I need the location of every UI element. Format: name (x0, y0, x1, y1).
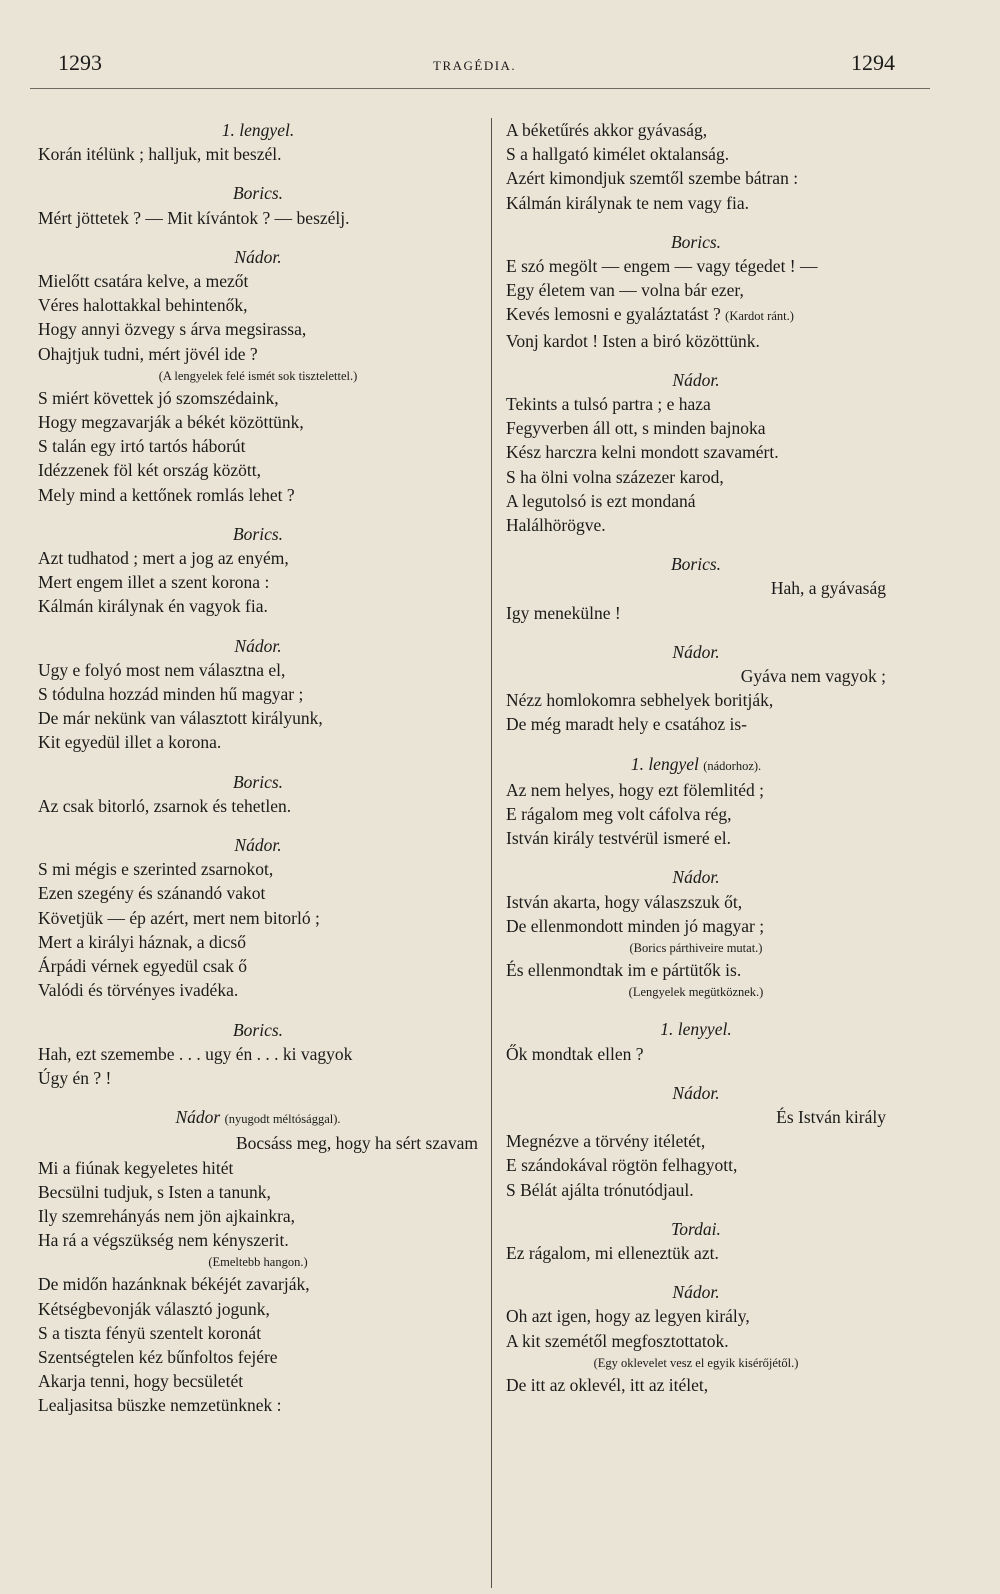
verse-text: Nézz homlokomra sebhelyek boritják, (506, 690, 774, 711)
verse-line (38, 682, 478, 706)
verse-line (506, 664, 886, 688)
verse-text: István király testvérül ismeré el. (506, 828, 731, 849)
verse-text: Hogy megzavarják a békét közöttünk, (38, 412, 304, 433)
speaker-label: Nádor. (672, 1082, 720, 1103)
verse-text: De ellenmondott minden jó magyar ; (506, 915, 765, 936)
verse-line (38, 1345, 478, 1369)
speaker-label: 1. lengyel (630, 753, 699, 774)
verse-text: Akarja tenni, hogy becsületét (38, 1371, 244, 1392)
verse-line (38, 794, 478, 818)
verse-line (506, 329, 886, 353)
verse-text: De midőn hazánknak békéjét zavarják, (38, 1274, 310, 1295)
speaker-name (38, 1018, 478, 1042)
speaker-name (506, 865, 886, 889)
verse-line (38, 1321, 478, 1345)
verse-line (506, 1329, 886, 1353)
verse-line (506, 278, 886, 302)
verse-text: És ellenmondtak im e pártütők is. (506, 960, 742, 981)
verse-line (38, 857, 478, 881)
verse-line (506, 1178, 886, 1202)
speaker-label: 1. lengyel. (221, 120, 295, 140)
verse-line (506, 191, 886, 215)
verse-text: Ugy e folyó most nem választna el, (38, 659, 286, 680)
verse-text: Árpádi vérnek egyedül csak ő (38, 956, 247, 977)
verse-text: Tekints a tulsó partra ; e haza (506, 394, 711, 415)
verse-line (38, 1393, 478, 1417)
verse-line (38, 1042, 478, 1066)
verse-text: Gyáva nem vagyok ; (740, 666, 886, 687)
verse-text: És István király (776, 1106, 886, 1127)
verse-line (506, 142, 886, 166)
stage-direction: (Emeltebb hangon.) (208, 1255, 308, 1270)
verse-text: Szentségtelen kéz bűnfoltos fejére (38, 1346, 278, 1367)
speaker-name (38, 181, 478, 205)
verse-text: S miért követtek jó szomszédaink, (38, 387, 279, 408)
verse-line (506, 513, 886, 537)
column-divider (491, 118, 492, 1588)
stage-direction-inline: (Kardot ránt.) (725, 309, 794, 324)
stage-direction-inline: (nyugodt méltósággal). (224, 1112, 341, 1127)
verse-text: S tódulna hozzád minden hű magyar ; (38, 684, 304, 705)
speaker-name (506, 1017, 886, 1041)
verse-line (506, 826, 886, 850)
verse-text: Korán itélünk ; halljuk, mit beszél. (38, 144, 282, 165)
speaker-label: Nádor (175, 1107, 221, 1128)
speaker-label: Borics. (232, 183, 284, 204)
verse-line (38, 1272, 478, 1296)
speaker-label: Tordai. (671, 1218, 721, 1239)
verse-text: Lealjasitsa büszke nemzetünknek : (38, 1395, 282, 1416)
verse-text: A béketűrés akkor gyávaság, (506, 120, 708, 140)
verse-line (38, 317, 478, 341)
verse-line (506, 1304, 886, 1328)
verse-line (38, 1131, 478, 1155)
verse-text: Hogy annyi özvegy s árva megsirassa, (38, 319, 307, 340)
verse-line (38, 978, 478, 1002)
verse-line (506, 1042, 886, 1066)
verse-text: Bocsáss meg, hogy ha sért szavam (235, 1133, 478, 1154)
verse-text: Mi a fiúnak kegyeletes hitét (38, 1157, 234, 1178)
verse-text: Egy életem van — volna bár ezer, (506, 280, 744, 301)
speaker-name (38, 118, 478, 142)
verse-text: S a tiszta fényü szentelt koronát (38, 1322, 262, 1343)
verse-text: Mely mind a kettőnek romlás lehet ? (38, 484, 295, 505)
left-column (38, 118, 478, 1418)
verse-text: Becsülni tudjuk, s Isten a tanunk, (38, 1181, 271, 1202)
verse-text: S ha ölni volna százezer karod, (506, 466, 724, 487)
verse-text: S talán egy irtó tartós háborút (38, 436, 246, 457)
verse-text: Az csak bitorló, zsarnok és tehetlen. (38, 795, 292, 816)
verse-line (38, 1228, 478, 1252)
verse-text: Ez rágalom, mi elleneztük azt. (506, 1242, 719, 1263)
verse-line (38, 342, 478, 366)
verse-line (506, 802, 886, 826)
speaker-label: 1. lenyyel. (660, 1019, 732, 1040)
verse-line (38, 269, 478, 293)
verse-text: Ohajtjuk tudni, mért jövél ide ? (38, 343, 258, 364)
speaker-label: Nádor. (234, 246, 282, 267)
verse-line (506, 778, 886, 802)
verse-line (506, 489, 886, 513)
verse-text: A kit szemétől megfosztottatok. (506, 1330, 729, 1351)
verse-line (38, 434, 478, 458)
verse-text: S mi mégis e szerinted zsarnokot, (38, 859, 274, 880)
speaker-name (506, 1280, 886, 1304)
verse-text: Valódi és törvényes ivadéka. (38, 980, 239, 1001)
verse-line (38, 930, 478, 954)
speaker-label: Borics. (232, 1019, 284, 1040)
verse-text: Mielőtt csatára kelve, a mezőt (38, 271, 249, 292)
verse-line (506, 465, 886, 489)
speaker-label: Borics. (670, 554, 722, 575)
verse-text: Ily szemrehányás nem jön ajkainkra, (38, 1205, 296, 1226)
speaker-label: Nádor. (672, 1282, 720, 1303)
verse-text: Mért jöttetek ? — Mit kívántok ? — beszélj. (38, 207, 350, 228)
speaker-name (506, 1217, 886, 1241)
verse-line (38, 954, 478, 978)
verse-text: Az nem helyes, hogy ezt fölemlitéd ; (506, 779, 765, 800)
header-rule (30, 88, 930, 89)
verse-line (506, 576, 886, 600)
verse-text: De itt az oklevél, itt az itélet, (506, 1374, 709, 1395)
verse-text: Ezen szegény és szánandó vakot (38, 883, 266, 904)
speaker-label: Nádor. (672, 369, 720, 390)
verse-text: Követjük — ép azért, mert nem bitorló ; (38, 907, 320, 928)
verse-line (38, 206, 478, 230)
verse-line (38, 706, 478, 730)
page-number-right: 1294 (851, 50, 895, 75)
verse-text: István akarta, hogy válaszszuk őt, (506, 891, 743, 912)
speaker-name (506, 640, 886, 664)
verse-line (38, 1297, 478, 1321)
stage-direction: (Egy oklevelet vesz el egyik kisérőjétől.) (593, 1355, 799, 1370)
speaker-name (506, 752, 886, 778)
verse-line (506, 166, 886, 190)
stage-direction-inline: (nádorhoz). (703, 758, 762, 773)
verse-text: Hah, ezt szemembe . . . ugy én . . . ki vagyok (38, 1043, 353, 1064)
speaker-label: Nádor. (234, 835, 282, 856)
verse-line (506, 958, 886, 982)
verse-text: Kálmán királynak te nem vagy fia. (506, 192, 749, 213)
verse-line (38, 906, 478, 930)
speaker-label: Borics. (670, 231, 722, 252)
speaker-name (38, 833, 478, 857)
verse-text: Kevés lemosni e gyaláztatást ? (506, 304, 721, 325)
verse-line (38, 293, 478, 317)
speaker-label: Borics. (232, 523, 284, 544)
verse-line (506, 1241, 886, 1265)
verse-line (38, 386, 478, 410)
verse-line (506, 118, 886, 142)
verse-text: Kit egyedül illet a korona. (38, 732, 222, 753)
verse-text: Kétségbevonják választó jogunk, (38, 1298, 270, 1319)
verse-text: Fegyverben áll ott, s minden bajnoka (506, 418, 766, 439)
verse-text: Azt tudhatod ; mert a jog az enyém, (38, 548, 289, 569)
verse-line (38, 570, 478, 594)
stage-direction: (A lengyelek felé ismét sok tisztelettel.) (158, 368, 358, 383)
verse-text: Mert engem illet a szent korona : (38, 572, 270, 593)
verse-text: De már nekünk van választott királyunk, (38, 708, 323, 729)
speaker-name (506, 552, 886, 576)
verse-line (38, 1180, 478, 1204)
verse-text: Megnézve a törvény itéletét, (506, 1131, 706, 1152)
verse-text: Ők mondtak ellen ? (506, 1043, 644, 1064)
verse-text: S Bélát ajálta trónutódjaul. (506, 1179, 694, 1200)
verse-line (506, 890, 886, 914)
right-column (506, 118, 886, 1397)
verse-line (506, 712, 886, 736)
verse-line (38, 594, 478, 618)
verse-line (506, 688, 886, 712)
verse-text: Kész harczra kelni mondott szavamért. (506, 442, 779, 463)
verse-line (38, 546, 478, 570)
verse-text: Hah, a gyávaság (770, 578, 886, 599)
verse-line (506, 1373, 886, 1397)
running-title: TRAGÉDIA. (433, 58, 517, 73)
verse-text: Mert a királyi háznak, a dicső (38, 931, 246, 952)
verse-text: Idézzenek föl két ország között, (38, 460, 262, 481)
verse-text: Halálhörögve. (506, 515, 606, 536)
verse-line (38, 881, 478, 905)
speaker-name (506, 368, 886, 392)
speaker-name (506, 230, 886, 254)
verse-line (506, 914, 886, 938)
verse-text: S a hallgató kimélet oktalanság. (506, 144, 730, 165)
verse-text: A legutolsó is ezt mondaná (506, 490, 696, 511)
verse-line (38, 483, 478, 507)
speaker-name (38, 634, 478, 658)
verse-line (506, 601, 886, 625)
verse-text: Ha rá a végszükség nem kényszerit. (38, 1230, 289, 1251)
speaker-name (38, 1105, 478, 1131)
speaker-label: Nádor. (672, 867, 720, 888)
verse-line (506, 440, 886, 464)
stage-direction: (Borics párthiveire mutat.) (629, 941, 763, 956)
verse-text: Igy menekülne ! (506, 602, 621, 623)
verse-text: Oh azt igen, hogy az legyen király, (506, 1306, 750, 1327)
verse-line (38, 1156, 478, 1180)
verse-line (38, 1204, 478, 1228)
verse-text: E szándokával rögtön felhagyott, (506, 1155, 738, 1176)
page-number-left: 1293 (58, 50, 102, 75)
verse-text: De még maradt hely e csatához is- (506, 714, 748, 735)
verse-line (38, 458, 478, 482)
speaker-name (38, 245, 478, 269)
verse-line (506, 1105, 886, 1129)
speaker-label: Nádor. (672, 641, 720, 662)
verse-text: E rágalom meg volt cáfolva rég, (506, 804, 732, 825)
verse-line (506, 1129, 886, 1153)
stage-direction: (Lengyelek megütköznek.) (628, 985, 764, 1000)
verse-line (38, 1066, 478, 1090)
verse-line (38, 730, 478, 754)
verse-text: E szó megölt — engem — vagy tégedet ! — (506, 256, 818, 277)
speaker-label: Nádor. (234, 635, 282, 656)
verse-line (506, 302, 886, 328)
verse-line (506, 392, 886, 416)
verse-text: Vonj kardot ! Isten a biró közöttünk. (506, 330, 760, 351)
verse-text: Azért kimondjuk szemtől szembe bátran : (506, 168, 799, 189)
verse-text: Úgy én ? ! (38, 1067, 112, 1088)
verse-line (506, 1153, 886, 1177)
speaker-name (38, 522, 478, 546)
verse-line (38, 658, 478, 682)
verse-line (506, 254, 886, 278)
speaker-name (506, 1081, 886, 1105)
verse-text: Kálmán királynak én vagyok fia. (38, 596, 268, 617)
speaker-name (38, 770, 478, 794)
speaker-label: Borics. (232, 771, 284, 792)
verse-line (38, 1369, 478, 1393)
verse-text: Véres halottakkal behintenők, (38, 295, 248, 316)
verse-line (506, 416, 886, 440)
verse-line (38, 142, 478, 166)
verse-line (38, 410, 478, 434)
